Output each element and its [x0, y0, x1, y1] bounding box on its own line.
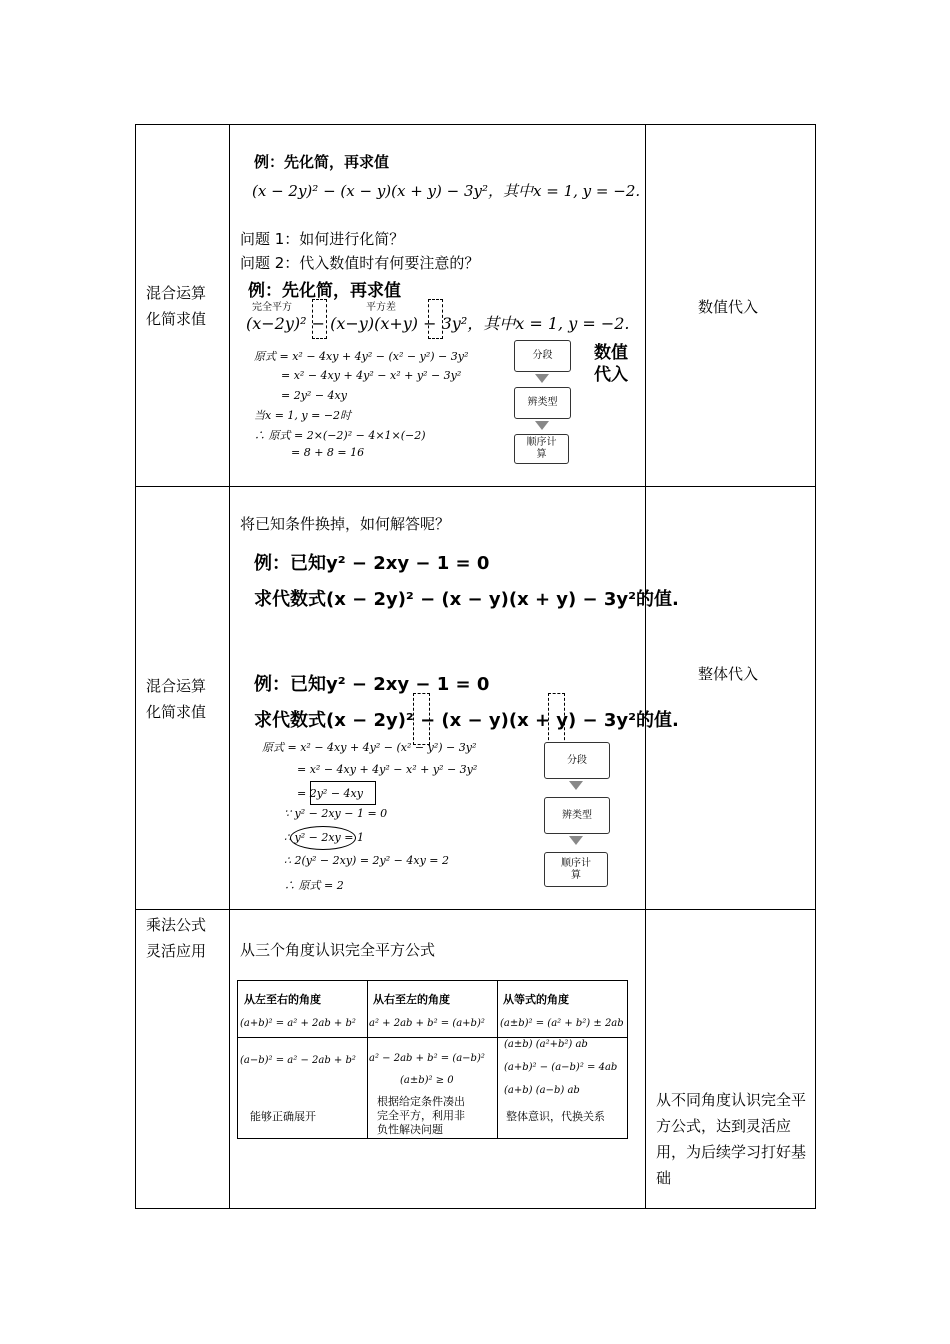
row1-step-1: 原式 = x² − 4xy + 4y² − (x² − y²) − 3y²	[254, 350, 469, 363]
row1-question-1: 问题 1：如何进行化简？	[240, 230, 405, 248]
row1-big-label: 数值代入	[594, 343, 628, 385]
row2-example2-line1: 例：已知y² − 2xy − 1 = 0	[254, 674, 490, 695]
row1-step-5: ∴ 原式 = 2×(−2)² − 4×1×(−2)	[254, 429, 426, 442]
row2-boxed-result	[310, 781, 376, 805]
row1-dash-box-2	[428, 299, 443, 339]
row3-left-label: 乘法公式灵活应用	[146, 916, 207, 960]
table-cell-r2c3-line2: (a+b)² − (a−b)² = 4ab	[504, 1062, 618, 1073]
row2-step-2: = x² − 4xy + 4y² − x² + y² − 3y²	[297, 763, 478, 776]
row2-flow-order: 顺序计算	[544, 852, 608, 887]
table-cell-r2c3-line3: (a+b) (a−b) ab	[504, 1085, 580, 1096]
formula-comparison-table	[237, 980, 628, 1139]
row2-step-7: ∴ 原式 = 2	[284, 879, 344, 892]
row1-example1-expr: (x − 2y)² − (x − y)(x + y) − 3y²，其中x = 1, y = −2.	[252, 182, 641, 200]
row2-flow-arrow-2	[569, 836, 583, 845]
table-cell-r2c1-note: 能够正确展开	[250, 1110, 316, 1123]
row2-circled-term	[290, 826, 356, 850]
row1-question-2: 问题 2：代入数值时有何要注意的？	[240, 254, 480, 272]
row2-step-1: 原式 = x² − 4xy + 4y² − (x² − y²) − 3y²	[262, 741, 477, 754]
row1-step-3: = 2y² − 4xy	[281, 389, 347, 402]
row2-left-label: 混合运算化简求值	[146, 677, 207, 721]
table-cell-r2c2-note-3: 负性解决问题	[377, 1123, 443, 1136]
row1-example1-heading: 例：先化简，再求值	[254, 153, 390, 171]
row2-example1-line2: 求代数式(x − 2y)² − (x − y)(x + y) − 3y²的值.	[254, 589, 679, 610]
row3-right-label: 从不同角度认识完全平方公式，达到灵活应用，为后续学习打好基础	[656, 1091, 807, 1187]
table-left-border	[135, 124, 136, 1209]
table-cell-r1c3: (a±b)² = (a² + b²) ± 2ab	[500, 1018, 624, 1029]
table-cell-r2c3-note: 整体意识，代换关系	[506, 1110, 605, 1123]
row2-example2-line2: 求代数式(x − 2y)² − (x − y)(x + y) − 3y²的值.	[254, 710, 679, 731]
table-cell-r2c2-note-2: 完全平方，利用非	[377, 1109, 465, 1122]
row1-dash-box-1	[312, 299, 327, 339]
row1-right-label: 数值代入	[698, 298, 759, 316]
row2-dash-box-2	[548, 693, 565, 745]
row2-flow-type: 辨类型	[544, 797, 610, 834]
row1-flow-type: 辨类型	[514, 387, 571, 419]
row2-example1-line1: 例：已知y² − 2xy − 1 = 0	[254, 553, 490, 574]
row1-step-4: 当x = 1, y = −2时	[254, 409, 352, 422]
row2-step-4: ∵ y² − 2xy − 1 = 0	[284, 807, 388, 820]
table-cell-r1c1: (a+b)² = a² + 2ab + b²	[240, 1018, 356, 1029]
row3-intro: 从三个角度认识完全平方公式	[240, 941, 436, 959]
table-bottom-border	[135, 1208, 816, 1209]
row1-step-6: = 8 + 8 = 16	[291, 446, 365, 459]
row2-right-label: 整体代入	[698, 665, 759, 683]
table-cell-r2c2-formula: a² − 2ab + b² = (a−b)²	[369, 1053, 485, 1064]
row2-step-3: = 2y² − 4xy	[297, 787, 363, 800]
row2-step-6: ∴ 2(y² − 2xy) = 2y² − 4xy = 2	[284, 854, 449, 867]
row2-dash-box-1	[413, 693, 430, 745]
row1-label-difference-squares: 平方差	[366, 302, 396, 313]
table-cell-r2c1-formula: (a−b)² = a² − 2ab + b²	[240, 1055, 356, 1066]
table-header-left-to-right: 从左至右的角度	[244, 993, 321, 1006]
row2-flow-arrow-1	[569, 781, 583, 790]
row1-flow-order: 顺序计算	[514, 434, 569, 464]
row1-flow-arrow-1	[535, 374, 549, 383]
col-divider-2	[645, 124, 646, 1209]
row1-example2-heading: 例：先化简，再求值	[248, 281, 401, 301]
table-cell-r2c2-nonneg: (a±b)² ≥ 0	[400, 1075, 454, 1086]
row1-flow-arrow-2	[535, 421, 549, 430]
row-divider-2	[135, 909, 816, 910]
col-divider-1	[229, 124, 230, 1209]
row1-left-label: 混合运算化简求值	[146, 284, 207, 328]
row1-label-perfect-square: 完全平方	[252, 302, 292, 313]
row1-example2-expr: (x−2y)² − (x−y)(x+y) − 3y²，其中x = 1, y = −2.	[246, 314, 630, 333]
row-divider-1	[135, 486, 816, 487]
table-header-equation: 从等式的角度	[503, 993, 569, 1006]
inner-col-divider-1	[367, 981, 368, 1138]
table-top-border	[135, 124, 816, 125]
inner-col-divider-2	[497, 981, 498, 1138]
row2-step-5: ∴ y² − 2xy = 1	[284, 831, 364, 844]
row1-flow-segment: 分段	[514, 340, 571, 372]
table-header-right-to-left: 从右至左的角度	[373, 993, 450, 1006]
table-cell-r1c2: a² + 2ab + b² = (a+b)²	[369, 1018, 485, 1029]
row2-intro: 将已知条件换掉，如何解答呢？	[240, 515, 451, 533]
table-right-border	[815, 124, 816, 1209]
inner-row-divider	[238, 1037, 627, 1038]
row2-flow-segment: 分段	[544, 742, 610, 779]
row1-step-2: = x² − 4xy + 4y² − x² + y² − 3y²	[281, 369, 462, 382]
table-cell-r2c2-note-1: 根据给定条件凑出	[377, 1095, 465, 1108]
table-cell-r2c3-line1: (a±b) (a²+b²) ab	[504, 1039, 588, 1050]
